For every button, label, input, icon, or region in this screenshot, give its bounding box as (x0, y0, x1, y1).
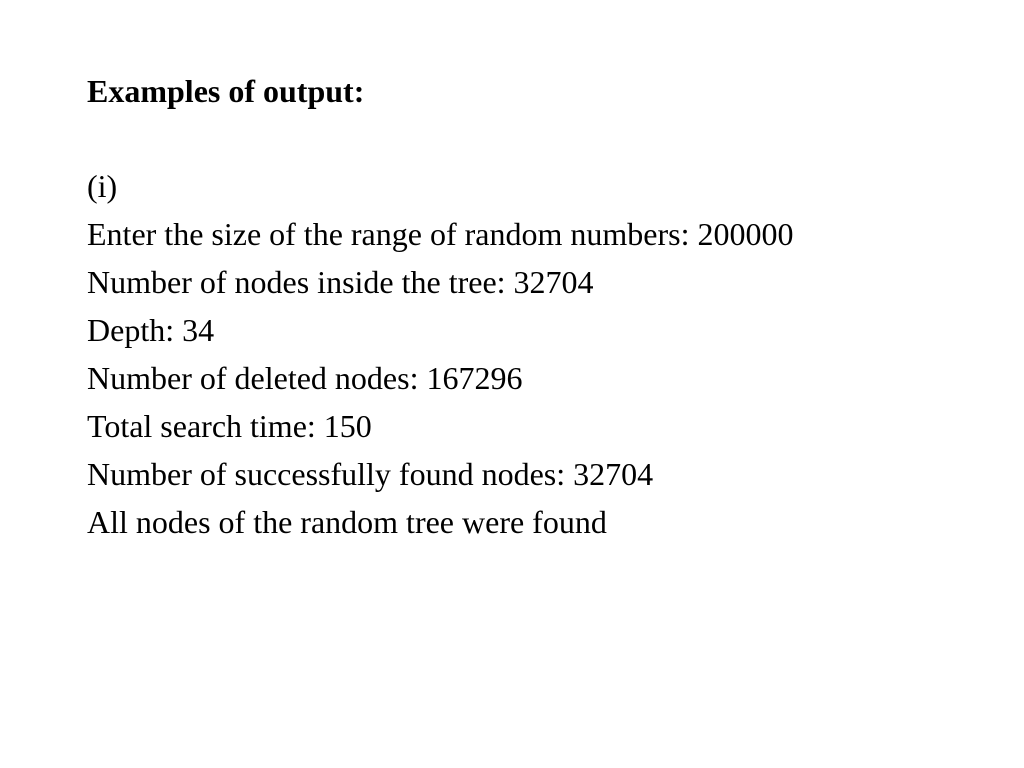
output-line-all-found: All nodes of the random tree were found (87, 504, 607, 540)
blank-line (87, 115, 987, 162)
output-line-deleted-nodes: Number of deleted nodes: 167296 (87, 360, 523, 396)
output-line-found-nodes: Number of successfully found nodes: 32704 (87, 456, 654, 492)
output-line-node-count: Number of nodes inside the tree: 32704 (87, 264, 594, 300)
output-line-search-time: Total search time: 150 (87, 408, 372, 444)
example-label: (i) (87, 168, 118, 204)
slide-heading: Examples of output: (87, 73, 365, 109)
output-line-range-size: Enter the size of the range of random numbers: 200000 (87, 216, 794, 252)
output-line-depth: Depth: 34 (87, 312, 215, 348)
slide-content (87, 68, 987, 546)
